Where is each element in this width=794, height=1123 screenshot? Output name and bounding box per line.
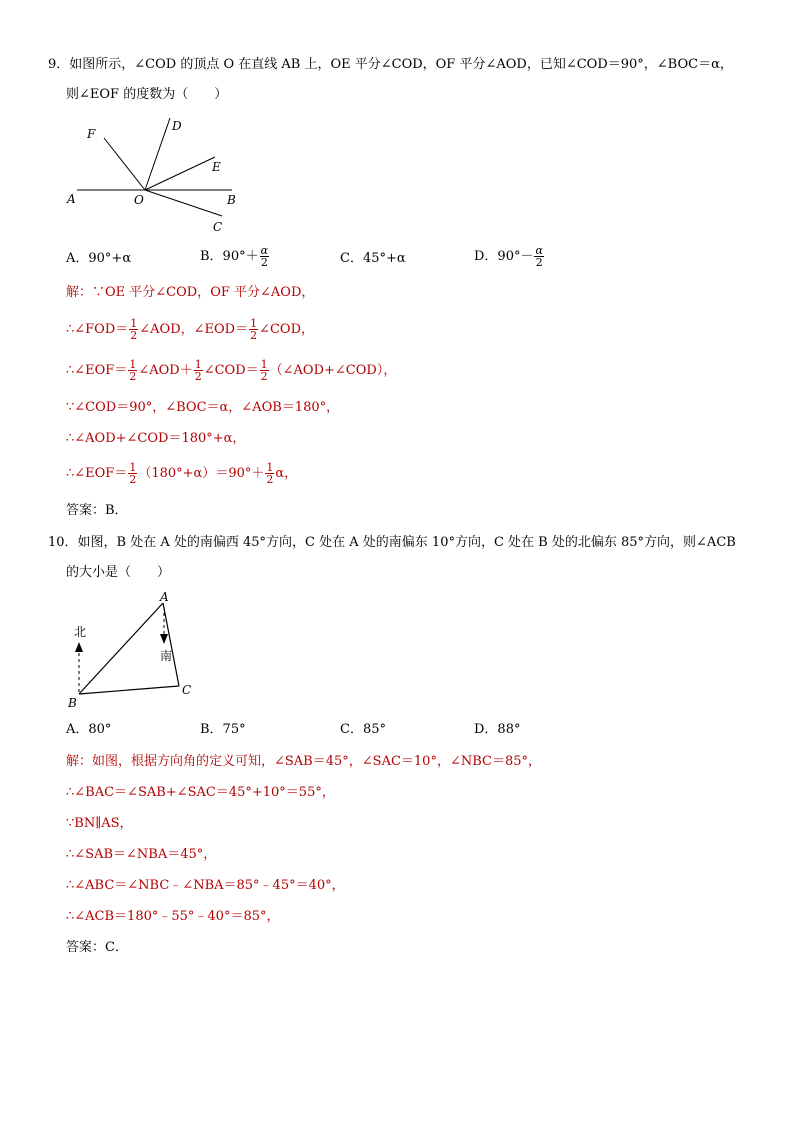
q9-label-O: O bbox=[134, 193, 144, 207]
q9-sol-line3: ∴∠EOF＝ $\frac{1}{2}$ ∠AOD＋ $\frac{1}{2}$ ∠COD＝ $\frac{1}{2}$ （∠AOD+∠COD）， bbox=[66, 358, 397, 383]
q10-sol-line6: ∴∠ACB＝180°﹣55°﹣40°＝85°， bbox=[66, 909, 280, 924]
q10-sol-line3: ∵BN∥AS， bbox=[66, 816, 133, 831]
q9-label-A: A bbox=[67, 192, 76, 206]
q9-option-c: C．45°+α bbox=[340, 251, 406, 266]
q9-option-a: A．90°+α bbox=[66, 251, 132, 266]
q9-sol-line5: ∴∠AOD+∠COD＝180°+α， bbox=[66, 431, 246, 446]
south-arrow-icon bbox=[160, 634, 168, 644]
q10-stem-line1: 10．如图，B 处在 A 处的南偏西 45°方向，C 处在 A 处的南偏东 10°方向，C 处在 B 处的北偏东 85°方向，则∠ACB bbox=[48, 535, 736, 550]
q9-sol-line6: ∴∠EOF＝ $\frac{1}{2}$ （180°+α）＝90°＋ $\frac{1}{2}$ α， bbox=[66, 461, 298, 486]
q9-option-d: D．90°－ $\frac{\alpha}{2}$ bbox=[474, 244, 543, 269]
q10-answer: 答案：C． bbox=[66, 940, 128, 955]
q10-option-a: A．80° bbox=[66, 722, 112, 737]
q10-option-b: B．75° bbox=[200, 722, 246, 737]
q10-label-B: B bbox=[68, 696, 77, 710]
q10-sol-line2: ∴∠BAC＝∠SAB+∠SAC＝45°+10°＝55°， bbox=[66, 785, 335, 800]
q10-label-C: C bbox=[182, 683, 192, 697]
q10-label-south: 南 bbox=[160, 649, 173, 663]
q9-sol-line2: ∴∠FOD＝ $\frac{1}{2}$ ∠AOD，∠EOD＝ $\frac{1}{2}$ ∠COD， bbox=[66, 317, 315, 342]
q9-label-C: C bbox=[213, 220, 223, 234]
q9-stem-line1: 9．如图所示，∠COD 的顶点 O 在直线 AB 上，OE 平分∠COD，OF 平分∠AOD，已知∠COD＝90°，∠BOC＝α， bbox=[48, 57, 733, 72]
q9-label-D: D bbox=[172, 119, 182, 133]
q9-figure bbox=[60, 112, 250, 237]
q10-sol-line5: ∴∠ABC＝∠NBC﹣∠NBA＝85°﹣45°＝40°， bbox=[66, 878, 345, 893]
q10-sol-line4: ∴∠SAB＝∠NBA＝45°， bbox=[66, 847, 217, 862]
q10-stem-line2: 的大小是（ ） bbox=[66, 565, 171, 580]
q10-label-north: 北 bbox=[74, 625, 87, 639]
q9-answer: 答案：B． bbox=[66, 503, 128, 518]
q10-option-c: C．85° bbox=[340, 722, 386, 737]
q10-figure bbox=[60, 590, 210, 715]
q9-sol-line1: 解：∵OE 平分∠COD，OF 平分∠AOD， bbox=[66, 285, 315, 300]
q10-label-A: A bbox=[160, 590, 169, 604]
q10-sol-line1: 解：如图，根据方向角的定义可知，∠SAB＝45°，∠SAC＝10°，∠NBC＝85°， bbox=[66, 754, 542, 769]
q10-option-d: D．88° bbox=[474, 722, 521, 737]
north-arrow-icon bbox=[75, 642, 83, 652]
q9-option-b: B．90°＋ $\frac{\alpha}{2}$ bbox=[200, 244, 269, 269]
q9-sol-line4: ∵∠COD＝90°，∠BOC＝α，∠AOB＝180°， bbox=[66, 400, 340, 415]
q9-stem-line2: 则∠EOF 的度数为（ ） bbox=[66, 87, 228, 102]
q9-label-F: F bbox=[87, 127, 96, 141]
q9-label-E: E bbox=[212, 160, 221, 174]
q9-label-B: B bbox=[227, 193, 236, 207]
